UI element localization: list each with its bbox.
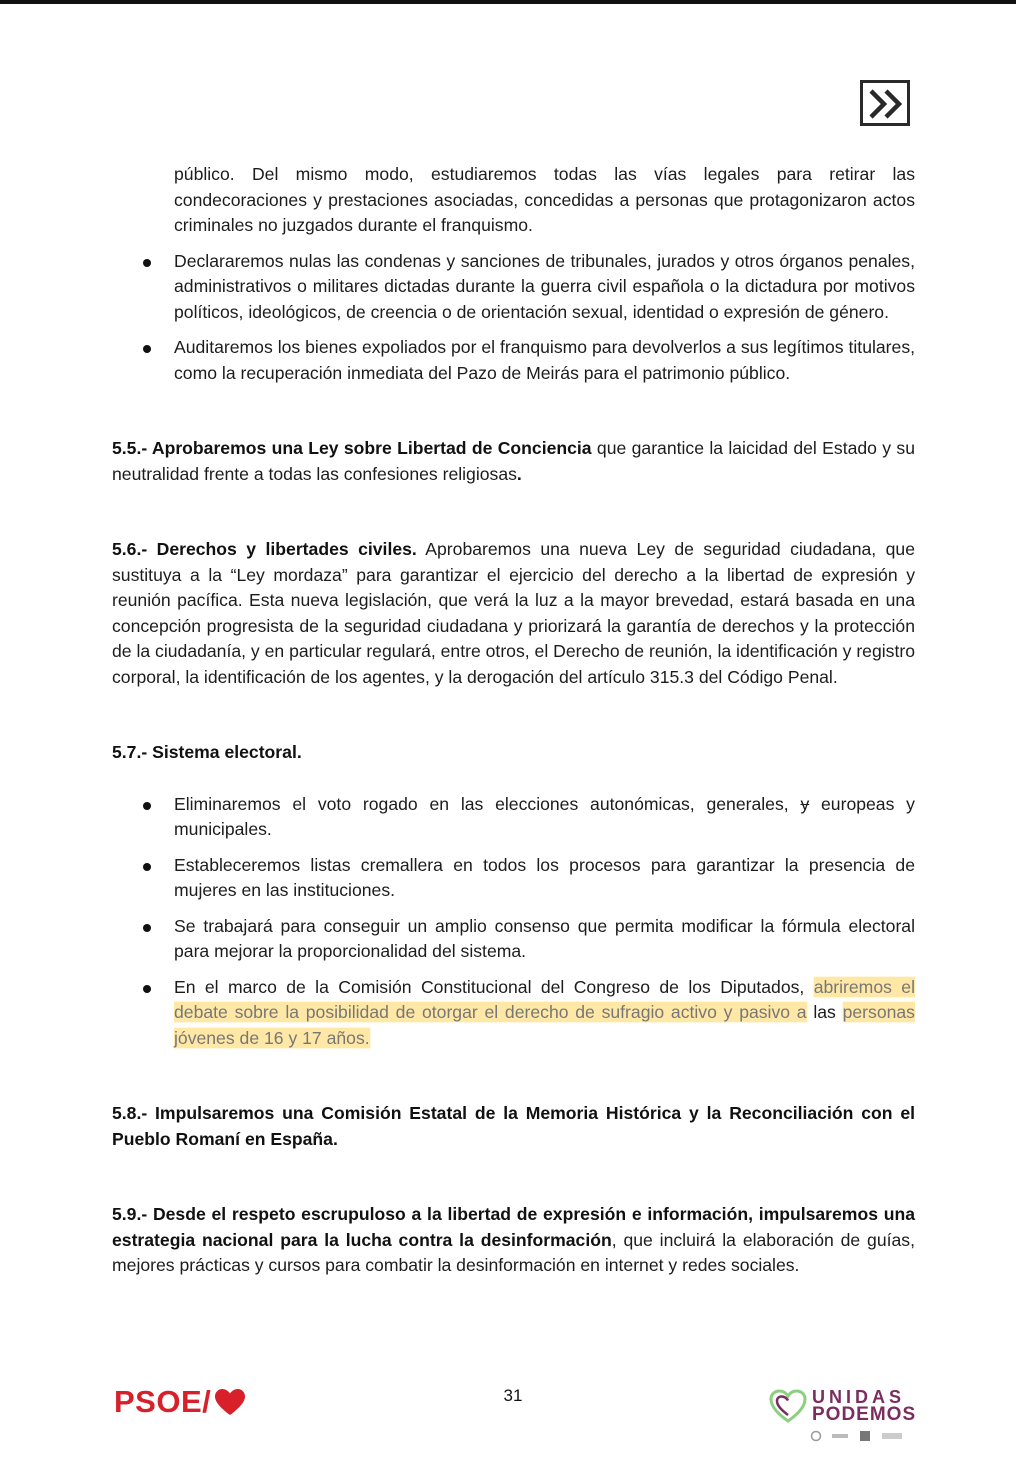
list-item: Eliminaremos el voto rogado en las elecciones autonómicas, generales, y europeas y municipales. — [112, 792, 915, 843]
partner-logos — [810, 1430, 920, 1442]
section-heading: 5.9.- Desde el respeto escrupuloso a la libertad de expresión e información, impulsaremos una estrategia nacional para la lucha contra la desinformación — [112, 1204, 915, 1250]
list-item: Auditaremos los bienes expoliados por el franquismo para devolverlos a sus legítimos titulares, como la recuperación inmediata del Pazo de Meirás para el patrimonio público. — [112, 335, 915, 386]
highlighted-text: abriremos el debate sobre la posibilidad de otorgar el derecho de sufragio activo y pasivo a — [174, 976, 915, 1022]
unidas-podemos-logo: UNIDAS PODEMOS — [768, 1386, 918, 1446]
section-5-8: 5.8.- Impulsaremos una Comisión Estatal de la Memoria Histórica y la Reconciliación con el Pueblo Romaní en España. — [112, 1103, 915, 1149]
fast-forward-icon — [867, 87, 905, 121]
list-item: Estableceremos listas cremallera en todos los procesos para garantizar la presencia de mujeres en las instituciones. — [112, 853, 915, 904]
memory-bullet-list — [112, 249, 915, 387]
list-item: En el marco de la Comisión Constitucional del Congreso de los Diputados, abriremos el debate sobre la posibilidad de otorgar el derecho de sufragio activo y pasivo a las personas jóvenes de 16 y 17 años. — [112, 975, 915, 1052]
electoral-bullet-list — [112, 792, 915, 1052]
document-body — [112, 162, 915, 1279]
heart-outline-icon — [768, 1388, 808, 1424]
section-heading: 5.5.- Aprobaremos una Ley sobre Libertad de Conciencia — [112, 438, 592, 458]
psoe-logo: PSOE/ — [114, 1384, 245, 1420]
page-number: 31 — [503, 1386, 523, 1405]
list-item: Declararemos nulas las condenas y sanciones de tribunales, jurados y otros órganos penales, administrativos o militares dictadas durante la guerra civil española o la dictadura por motivos políticos, ideológicos, de creencia o de orientación sexual, identidad o expresión de género. — [112, 249, 915, 326]
section-5-5: 5.5.- Aprobaremos una Ley sobre Libertad de Conciencia que garantice la laicidad del Estado y su neutralidad frente a todas las confesiones religiosas. — [112, 438, 915, 484]
section-heading: 5.6.- Derechos y libertades civiles. — [112, 539, 417, 559]
continuation-paragraph: público. Del mismo modo, estudiaremos todas las vías legales para retirar las condecoraciones y prestaciones asociadas, concedidas a personas que protagonizaron actos criminales no juzgados durante el franquismo. — [174, 164, 915, 235]
corner-logo — [860, 80, 910, 126]
section-5-7-title: 5.7.- Sistema electoral. — [112, 742, 302, 762]
section-5-9: 5.9.- Desde el respeto escrupuloso a la libertad de expresión e información, impulsaremos una estrategia nacional para la lucha contra la desinformación, que incluirá la elaboración de guías, mejores prácticas y cursos para combatir la desinformación en internet y redes sociales. — [112, 1204, 915, 1275]
top-border — [0, 0, 1016, 4]
list-item: Se trabajará para conseguir un amplio consenso que permita modificar la fórmula electoral para mejorar la proporcionalidad del sistema. — [112, 914, 915, 965]
heart-icon — [215, 1389, 245, 1416]
section-5-6: 5.6.- Derechos y libertades civiles. Aprobaremos una nueva Ley de seguridad ciudadana, que sustituya a la “Ley mordaza” para garantizar el ejercicio del derecho a la libertad de expresión y reunión pacífica. Esta nueva legislación, que verá la luz a la mayor brevedad, estará basada en una concepción progresista de la seguridad ciudadana y priorizará la garantía de derechos y la protección de la ciudadanía, y en particular regulará, entre otros, el Derecho de reunión, la identificación y registro corporal, la identificación de los agentes, y la derogación del artículo 315.3 del Código Penal. — [112, 539, 915, 687]
highlighted-text: personas jóvenes de 16 y 17 años. — [174, 1002, 915, 1048]
